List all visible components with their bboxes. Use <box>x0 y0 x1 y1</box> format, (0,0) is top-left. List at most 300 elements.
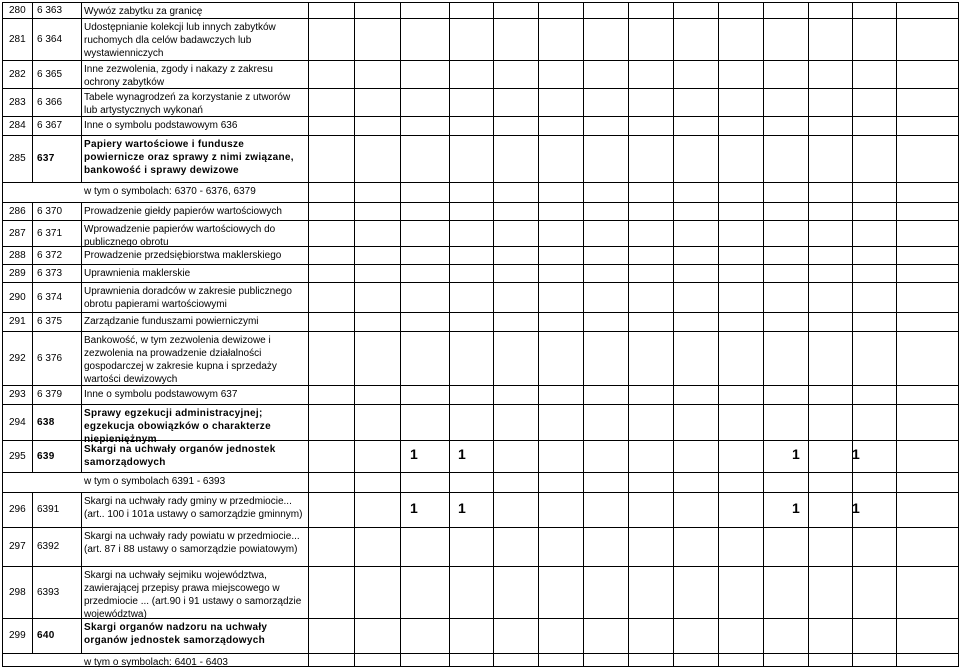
column-divider <box>583 385 584 405</box>
row-divider <box>2 312 958 313</box>
column-divider <box>354 135 355 183</box>
column-divider <box>896 116 897 136</box>
row-description: Sprawy egzekucji administracyjnej; egzekucja obowiązków o charakterze niepieniężnym <box>84 408 271 445</box>
row-description: Tabele wynagrodzeń za korzystanie z utworów lub artystycznych wykonań <box>84 92 291 116</box>
column-divider <box>808 60 809 89</box>
column-divider <box>808 202 809 221</box>
column-divider <box>538 653 539 667</box>
column-divider <box>449 331 450 386</box>
column-divider <box>718 331 719 386</box>
row-divider <box>2 135 958 136</box>
row-description: Zarządzanie funduszami powierniczymi <box>84 316 259 327</box>
row-description: Uprawnienia maklerskie <box>84 268 191 279</box>
row-divider <box>2 566 958 567</box>
row-number: 285 <box>9 153 26 164</box>
column-divider <box>628 312 629 332</box>
column-divider <box>808 2 809 19</box>
row-description: Wywóz zabytku za granicę <box>84 6 203 17</box>
column-divider <box>673 527 674 567</box>
column-divider <box>493 220 494 247</box>
column-divider <box>896 492 897 528</box>
column-divider <box>763 264 764 283</box>
column-divider <box>628 246 629 265</box>
column-divider <box>400 182 401 203</box>
column-divider <box>538 492 539 528</box>
column-divider <box>628 264 629 283</box>
column-divider <box>718 264 719 283</box>
row-description: Inne zezwolenia, zgody i nakazy z zakresu ochrony zabytków <box>84 64 273 88</box>
row-divider <box>2 653 958 654</box>
column-divider <box>583 566 584 619</box>
column-divider <box>449 312 450 332</box>
column-divider <box>449 618 450 654</box>
row-value: 1 <box>852 446 860 462</box>
column-divider <box>2 18 3 61</box>
row-symbol: 6 373 <box>37 267 63 279</box>
column-divider <box>808 385 809 405</box>
column-divider <box>673 472 674 493</box>
column-divider <box>493 18 494 61</box>
column-divider <box>628 182 629 203</box>
row-description: Prowadzenie giełdy papierów wartościowych <box>84 206 282 217</box>
column-divider <box>449 202 450 221</box>
column-divider <box>354 472 355 493</box>
column-divider <box>852 220 853 247</box>
row-symbol: 6 372 <box>37 249 63 261</box>
column-divider <box>763 2 764 19</box>
column-divider <box>400 2 401 19</box>
column-divider <box>2 618 3 654</box>
row-number: 283 <box>9 96 26 108</box>
column-divider <box>673 385 674 405</box>
column-divider <box>449 182 450 203</box>
column-divider <box>958 404 959 441</box>
column-divider <box>449 135 450 183</box>
row-number: 286 <box>9 205 26 217</box>
column-divider <box>400 472 401 493</box>
column-divider <box>2 472 3 493</box>
column-divider <box>583 472 584 493</box>
column-divider <box>718 472 719 493</box>
column-divider <box>808 527 809 567</box>
column-divider <box>718 618 719 654</box>
column-divider <box>896 2 897 19</box>
column-divider <box>808 135 809 183</box>
row-number: 290 <box>9 291 26 303</box>
column-divider <box>628 492 629 528</box>
column-divider <box>308 282 309 313</box>
column-divider <box>628 116 629 136</box>
column-divider <box>958 385 959 405</box>
column-divider <box>896 264 897 283</box>
row-number: 284 <box>9 120 26 131</box>
column-divider <box>308 440 309 473</box>
column-divider <box>628 2 629 19</box>
column-divider <box>896 312 897 332</box>
row-description: Skargi na uchwały rady gminy w przedmiocie...(art.. 100 i 101a ustawy o samorządzie gminnym) <box>84 496 303 520</box>
column-divider <box>2 116 3 136</box>
column-divider <box>718 116 719 136</box>
column-divider <box>354 527 355 567</box>
column-divider <box>673 2 674 19</box>
column-divider <box>958 182 959 203</box>
row-description: w tym o symbolach 6391 - 6393 <box>84 476 226 487</box>
column-divider <box>493 653 494 667</box>
column-divider <box>673 653 674 667</box>
column-divider <box>673 246 674 265</box>
column-divider <box>354 312 355 332</box>
row-divider <box>2 202 958 203</box>
column-divider <box>308 492 309 528</box>
column-divider <box>354 492 355 528</box>
column-divider <box>958 312 959 332</box>
column-divider <box>808 220 809 247</box>
column-divider <box>628 472 629 493</box>
row-description: w tym o symbolach: 6370 - 6376, 6379 <box>84 186 256 197</box>
column-divider <box>493 440 494 473</box>
column-divider <box>763 653 764 667</box>
column-divider <box>958 331 959 386</box>
column-divider <box>896 527 897 567</box>
row-description: Bankowość, w tym zezwolenia dewizowe i zezwolenia na prowadzenie działalności gospodarczej w zakresie kupna i sprzedaży wartości dewizowych <box>84 335 277 385</box>
column-divider <box>763 202 764 221</box>
column-divider <box>718 220 719 247</box>
column-divider <box>2 331 3 386</box>
column-divider <box>763 331 764 386</box>
column-divider <box>583 220 584 247</box>
column-divider <box>673 88 674 117</box>
column-divider <box>583 182 584 203</box>
column-divider <box>449 566 450 619</box>
column-divider <box>852 135 853 183</box>
column-divider <box>400 404 401 441</box>
column-divider <box>354 182 355 203</box>
column-divider <box>493 566 494 619</box>
column-divider <box>354 202 355 221</box>
column-divider <box>449 88 450 117</box>
row-description: Skargi na uchwały rady powiatu w przedmiocie... (art. 87 i 88 ustawy o samorządzie powiatowym) <box>84 531 300 555</box>
column-divider <box>958 18 959 61</box>
column-divider <box>583 527 584 567</box>
column-divider <box>852 618 853 654</box>
column-divider <box>538 116 539 136</box>
column-divider <box>763 60 764 89</box>
column-divider <box>673 116 674 136</box>
column-divider <box>400 116 401 136</box>
column-divider <box>808 18 809 61</box>
column-divider <box>852 527 853 567</box>
column-divider <box>583 492 584 528</box>
column-divider <box>308 88 309 117</box>
column-divider <box>2 264 3 283</box>
column-divider <box>763 135 764 183</box>
column-divider <box>308 312 309 332</box>
column-divider <box>583 18 584 61</box>
column-divider <box>493 282 494 313</box>
column-divider <box>718 60 719 89</box>
column-divider <box>763 472 764 493</box>
column-divider <box>400 653 401 667</box>
column-divider <box>583 264 584 283</box>
row-divider <box>2 18 958 19</box>
column-divider <box>628 404 629 441</box>
column-divider <box>354 404 355 441</box>
column-divider <box>2 566 3 619</box>
column-divider <box>896 331 897 386</box>
column-divider <box>2 135 3 183</box>
column-divider <box>673 492 674 528</box>
column-divider <box>583 60 584 89</box>
row-value: 1 <box>458 446 466 462</box>
column-divider <box>628 527 629 567</box>
column-divider <box>852 282 853 313</box>
column-divider <box>538 220 539 247</box>
column-divider <box>808 653 809 667</box>
row-description: Wprowadzenie papierów wartościowych do publicznego obrotu <box>84 224 276 248</box>
column-divider <box>852 182 853 203</box>
column-divider <box>852 202 853 221</box>
row-number: 287 <box>9 227 26 239</box>
column-divider <box>308 60 309 89</box>
column-divider <box>400 220 401 247</box>
column-divider <box>718 246 719 265</box>
column-divider <box>958 246 959 265</box>
column-divider <box>2 246 3 265</box>
column-divider <box>852 472 853 493</box>
column-divider <box>354 440 355 473</box>
column-divider <box>308 220 309 247</box>
column-divider <box>958 492 959 528</box>
row-number: 288 <box>9 249 26 261</box>
row-symbol: 6392 <box>37 541 60 552</box>
column-divider <box>583 202 584 221</box>
row-number: 294 <box>9 416 26 428</box>
column-divider <box>583 312 584 332</box>
column-divider <box>896 60 897 89</box>
column-divider <box>354 60 355 89</box>
column-divider <box>763 246 764 265</box>
column-divider <box>763 385 764 405</box>
column-divider <box>400 135 401 183</box>
column-divider <box>449 246 450 265</box>
column-divider <box>763 182 764 203</box>
column-divider <box>400 385 401 405</box>
column-divider <box>2 60 3 89</box>
column-divider <box>354 116 355 136</box>
column-divider <box>718 440 719 473</box>
column-divider <box>718 404 719 441</box>
row-divider <box>2 2 958 3</box>
column-divider <box>400 246 401 265</box>
column-divider <box>449 264 450 283</box>
column-divider <box>538 182 539 203</box>
row-description: w tym o symbolach: 6401 - 6403 <box>84 657 228 668</box>
column-divider <box>852 60 853 89</box>
column-divider <box>2 385 3 405</box>
column-divider <box>958 653 959 667</box>
column-divider <box>628 220 629 247</box>
column-divider <box>449 527 450 567</box>
row-divider <box>2 527 958 528</box>
column-divider <box>449 282 450 313</box>
column-divider <box>628 385 629 405</box>
column-divider <box>808 282 809 313</box>
column-divider <box>852 2 853 19</box>
column-divider <box>308 135 309 183</box>
column-divider <box>628 18 629 61</box>
column-divider <box>493 527 494 567</box>
column-divider <box>628 135 629 183</box>
column-divider <box>896 220 897 247</box>
row-divider <box>2 492 958 493</box>
row-value: 1 <box>792 446 800 462</box>
column-divider <box>449 404 450 441</box>
column-divider <box>718 88 719 117</box>
column-divider <box>400 282 401 313</box>
row-symbol: 640 <box>37 630 55 641</box>
row-number: 280 <box>9 5 26 16</box>
row-divider <box>2 472 958 473</box>
column-divider <box>493 182 494 203</box>
column-divider <box>718 2 719 19</box>
column-divider <box>896 440 897 473</box>
column-divider <box>308 246 309 265</box>
column-divider <box>628 202 629 221</box>
column-divider <box>852 331 853 386</box>
column-divider <box>718 182 719 203</box>
column-divider <box>718 312 719 332</box>
column-divider <box>763 527 764 567</box>
column-divider <box>2 653 3 667</box>
column-divider <box>449 440 450 473</box>
column-divider <box>493 312 494 332</box>
column-divider <box>958 264 959 283</box>
row-divider <box>2 182 958 183</box>
column-divider <box>673 264 674 283</box>
row-symbol: 6 367 <box>37 120 63 131</box>
column-divider <box>538 264 539 283</box>
column-divider <box>763 404 764 441</box>
row-divider <box>2 264 958 265</box>
column-divider <box>763 566 764 619</box>
column-divider <box>718 566 719 619</box>
column-divider <box>852 404 853 441</box>
column-divider <box>538 246 539 265</box>
column-divider <box>583 135 584 183</box>
column-divider <box>2 202 3 221</box>
column-divider <box>2 492 3 528</box>
column-divider <box>673 404 674 441</box>
column-divider <box>628 440 629 473</box>
column-divider <box>2 88 3 117</box>
column-divider <box>2 404 3 441</box>
column-divider <box>2 312 3 332</box>
column-divider <box>673 618 674 654</box>
column-divider <box>808 246 809 265</box>
row-symbol: 6 376 <box>37 352 63 364</box>
column-divider <box>958 282 959 313</box>
row-number: 298 <box>9 586 26 598</box>
column-divider <box>493 2 494 19</box>
column-divider <box>308 264 309 283</box>
column-divider <box>538 440 539 473</box>
column-divider <box>400 492 401 528</box>
column-divider <box>852 566 853 619</box>
row-divider <box>2 220 958 221</box>
column-divider <box>673 182 674 203</box>
row-number: 295 <box>9 450 26 462</box>
column-divider <box>493 331 494 386</box>
column-divider <box>583 2 584 19</box>
column-divider <box>628 653 629 667</box>
column-divider <box>763 282 764 313</box>
column-divider <box>673 220 674 247</box>
row-value: 1 <box>410 446 418 462</box>
column-divider <box>958 566 959 619</box>
column-divider <box>354 2 355 19</box>
column-divider <box>354 246 355 265</box>
row-symbol: 6393 <box>37 586 60 598</box>
column-divider <box>583 246 584 265</box>
column-divider <box>538 135 539 183</box>
column-divider <box>958 116 959 136</box>
column-divider <box>808 264 809 283</box>
column-divider <box>2 282 3 313</box>
row-symbol: 6 371 <box>37 227 63 239</box>
column-divider <box>308 527 309 567</box>
row-value: 1 <box>852 499 860 516</box>
column-divider <box>628 566 629 619</box>
column-divider <box>628 331 629 386</box>
column-divider <box>718 492 719 528</box>
column-divider <box>493 404 494 441</box>
column-divider <box>896 385 897 405</box>
column-divider <box>493 202 494 221</box>
column-divider <box>493 60 494 89</box>
row-number: 297 <box>9 541 26 552</box>
column-divider <box>354 618 355 654</box>
column-divider <box>896 88 897 117</box>
row-symbol: 6 375 <box>37 316 63 327</box>
column-divider <box>2 2 3 19</box>
column-divider <box>449 492 450 528</box>
column-divider <box>449 116 450 136</box>
row-description: Papiery wartościowe i fundusze powiernicze oraz sprawy z nimi związane, bankowość i sprawy dewizowe <box>84 139 294 176</box>
row-description: Prowadzenie przedsiębiorstwa maklerskiego <box>84 250 282 261</box>
column-divider <box>808 116 809 136</box>
column-divider <box>308 2 309 19</box>
column-divider <box>400 60 401 89</box>
column-divider <box>896 618 897 654</box>
column-divider <box>808 182 809 203</box>
column-divider <box>354 282 355 313</box>
row-description: Uprawnienia doradców w zakresie publicznego obrotu papierami wartościowymi <box>84 286 292 310</box>
column-divider <box>493 88 494 117</box>
column-divider <box>308 385 309 405</box>
row-divider <box>2 282 958 283</box>
column-divider <box>673 135 674 183</box>
column-divider <box>354 653 355 667</box>
column-divider <box>493 618 494 654</box>
column-divider <box>538 472 539 493</box>
column-divider <box>718 135 719 183</box>
column-divider <box>308 566 309 619</box>
column-divider <box>2 220 3 247</box>
column-divider <box>538 18 539 61</box>
column-divider <box>808 312 809 332</box>
column-divider <box>896 282 897 313</box>
column-divider <box>628 60 629 89</box>
